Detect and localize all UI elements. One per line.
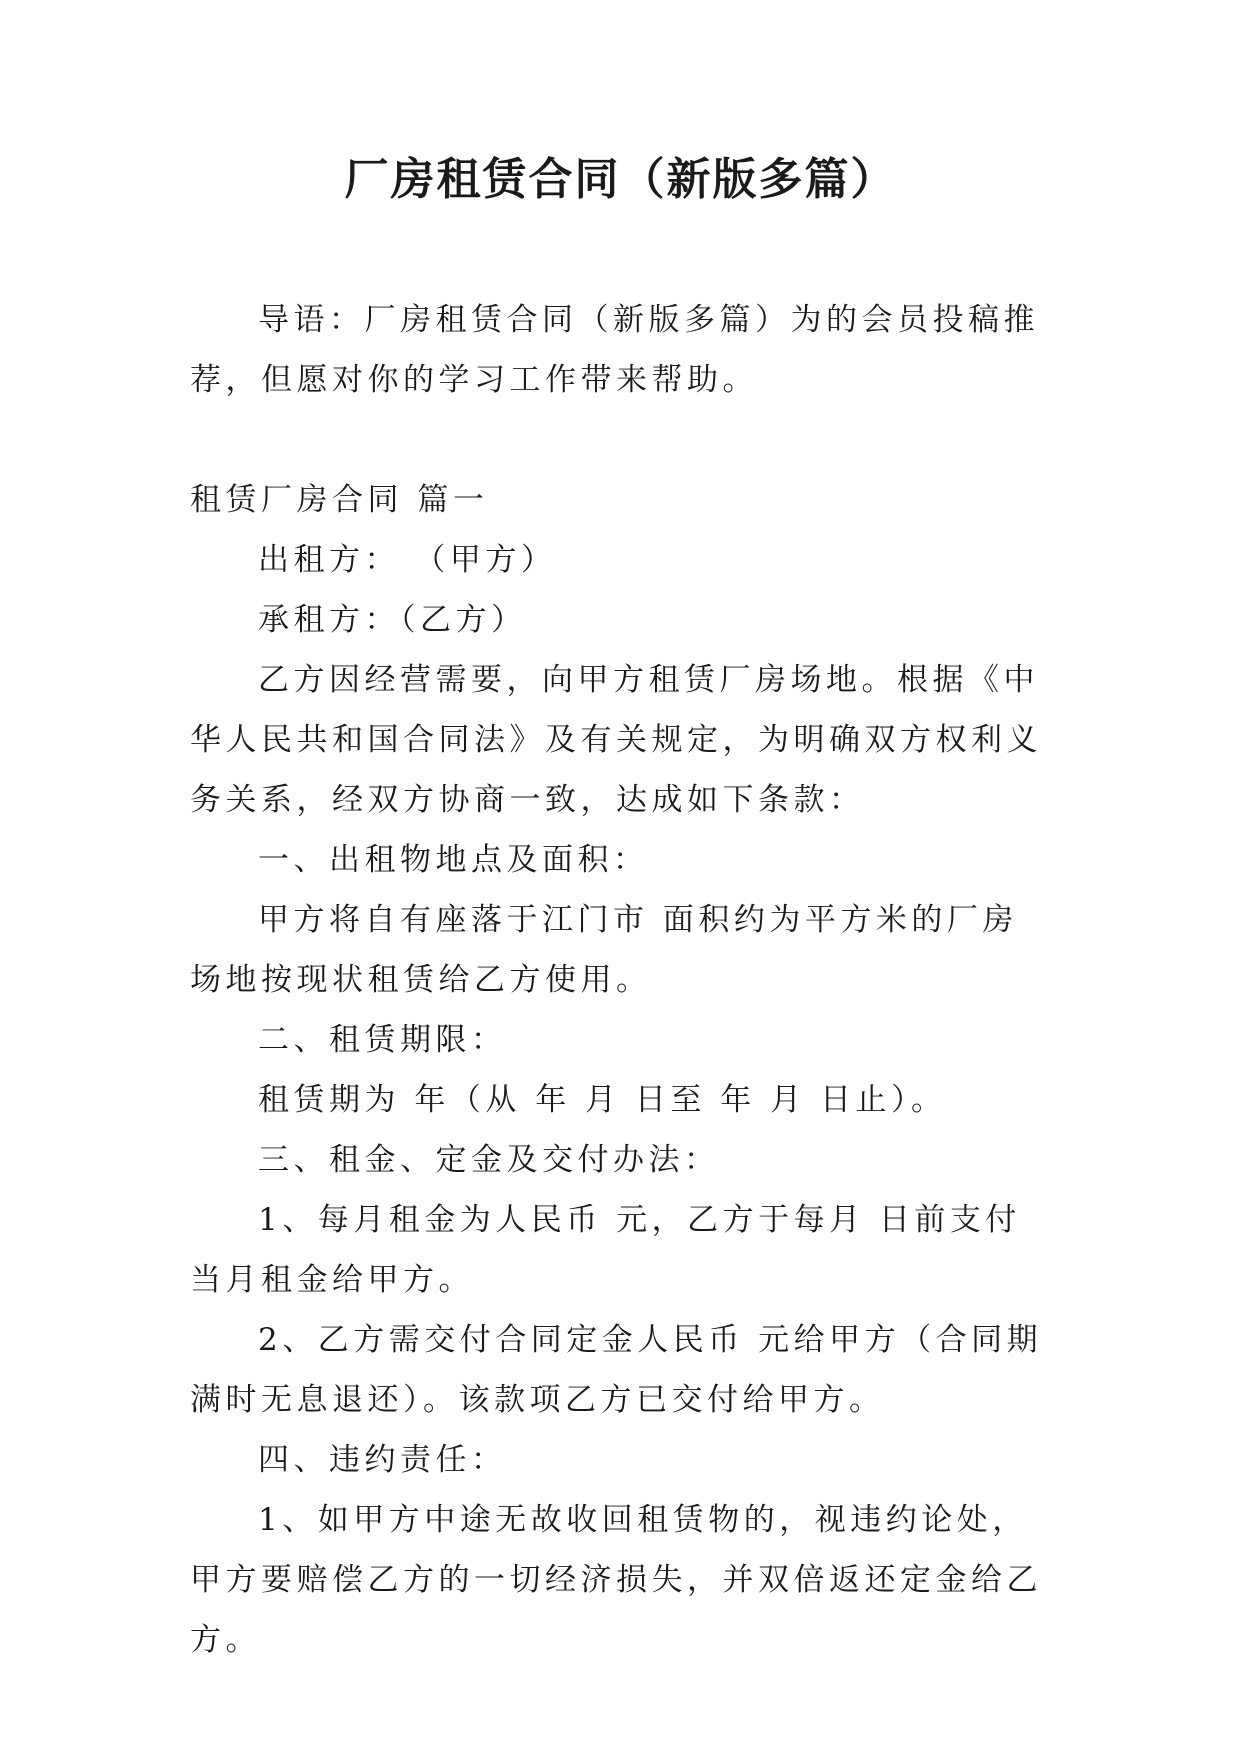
clause-heading-2: 二、租赁期限：	[258, 1022, 507, 1058]
preamble-paragraph: 乙方因经营需要，向甲方租赁厂房场地。根据《中华人民共和国合同法》及有关规定，为明确双方权利义务关系，经双方协商一致，达成如下条款：	[190, 662, 1042, 818]
clause-heading-3: 三、租金、定金及交付办法：	[258, 1142, 720, 1178]
section-heading: 租赁厂房合同 篇一	[190, 482, 489, 518]
clause-heading-1: 一、出租物地点及面积：	[258, 842, 649, 878]
lessee-line: 承租方：（乙方）	[258, 602, 527, 638]
clause-3-item-1: 1、每月租金为人民币 元，乙方于每月 日前支付当月租金给甲方。	[190, 1202, 1021, 1298]
clause-3-item-2: 2、乙方需交付合同定金人民币 元给甲方（合同期满时无息退还）。该款项乙方已交付给甲方。	[190, 1322, 1043, 1418]
intro-paragraph: 导语：厂房租赁合同（新版多篇）为的会员投稿推荐，但愿对你的学习工作带来帮助。	[190, 302, 1039, 398]
clause-1-text: 甲方将自有座落于江门市 面积约为平方米的厂房场地按现状租赁给乙方使用。	[190, 902, 1018, 998]
clause-heading-4: 四、违约责任：	[258, 1442, 507, 1478]
lessor-line: 出租方： （甲方）	[258, 542, 557, 578]
document-body	[190, 290, 1050, 1670]
clause-2-text: 租赁期为 年（从 年 月 日至 年 月 日止）。	[258, 1082, 947, 1118]
clause-4-item-1: 1、如甲方中途无故收回租赁物的，视违约论处，甲方要赔偿乙方的一切经济损失，并双倍返还定金给乙方。	[190, 1502, 1042, 1658]
spacer	[190, 410, 1050, 470]
document-title: 厂房租赁合同（新版多篇）	[344, 154, 897, 205]
